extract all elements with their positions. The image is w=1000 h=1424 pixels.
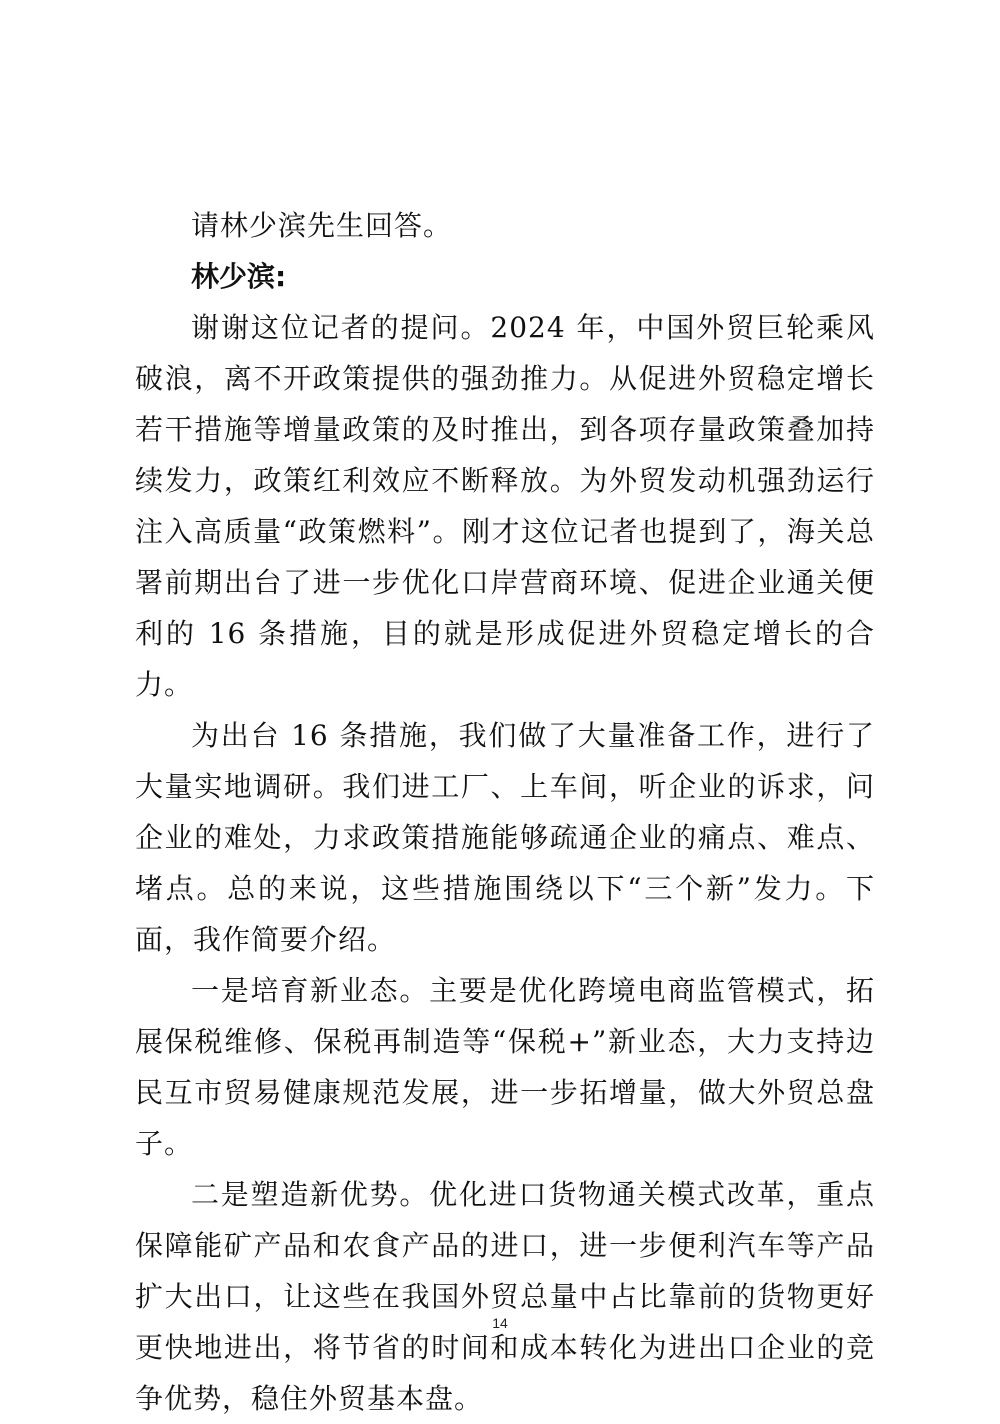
- intro-line: 请林少滨先生回答。: [191, 209, 453, 242]
- paragraph-2: 为出台 16 条措施，我们做了大量准备工作，进行了大量实地调研。我们进工厂、上车间，听企业的诉求，问企业的难处，力求政策措施能够疏通企业的痛点、难点、堵点。总的来说，这些措施围绕以下“三个新”发力。下面，我作简要介绍。: [135, 719, 875, 956]
- speaker-name: 林少滨:: [191, 260, 287, 293]
- paragraph-4: 二是塑造新优势。优化进口货物通关模式改革，重点保障能矿产品和农食产品的进口，进一步便利汽车等产品扩大出口，让这些在我国外贸总量中占比靠前的货物更好更快地进出，将节省的时间和成本转化为进出口企业的竞争优势，稳住外贸基本盘。: [135, 1178, 875, 1415]
- paragraph-3: 一是培育新业态。主要是优化跨境电商监管模式，拓展保税维修、保税再制造等“保税+”新业态，大力支持边民互市贸易健康规范发展，进一步拓增量，做大外贸总盘子。: [135, 974, 875, 1160]
- page-number: 14: [492, 1315, 508, 1331]
- paragraph-1: 谢谢这位记者的提问。2024 年，中国外贸巨轮乘风破浪，离不开政策提供的强劲推力。从促进外贸稳定增长若干措施等增量政策的及时推出，到各项存量政策叠加持续发力，政策红利效应不断释放。为外贸发动机强劲运行注入高质量“政策燃料”。刚才这位记者也提到了，海关总署前期出台了进一步优化口岸营商环境、促进企业通关便利的 16 条措施，目的就是形成促进外贸稳定增长的合力。: [135, 311, 875, 701]
- body-text: [135, 200, 875, 1424]
